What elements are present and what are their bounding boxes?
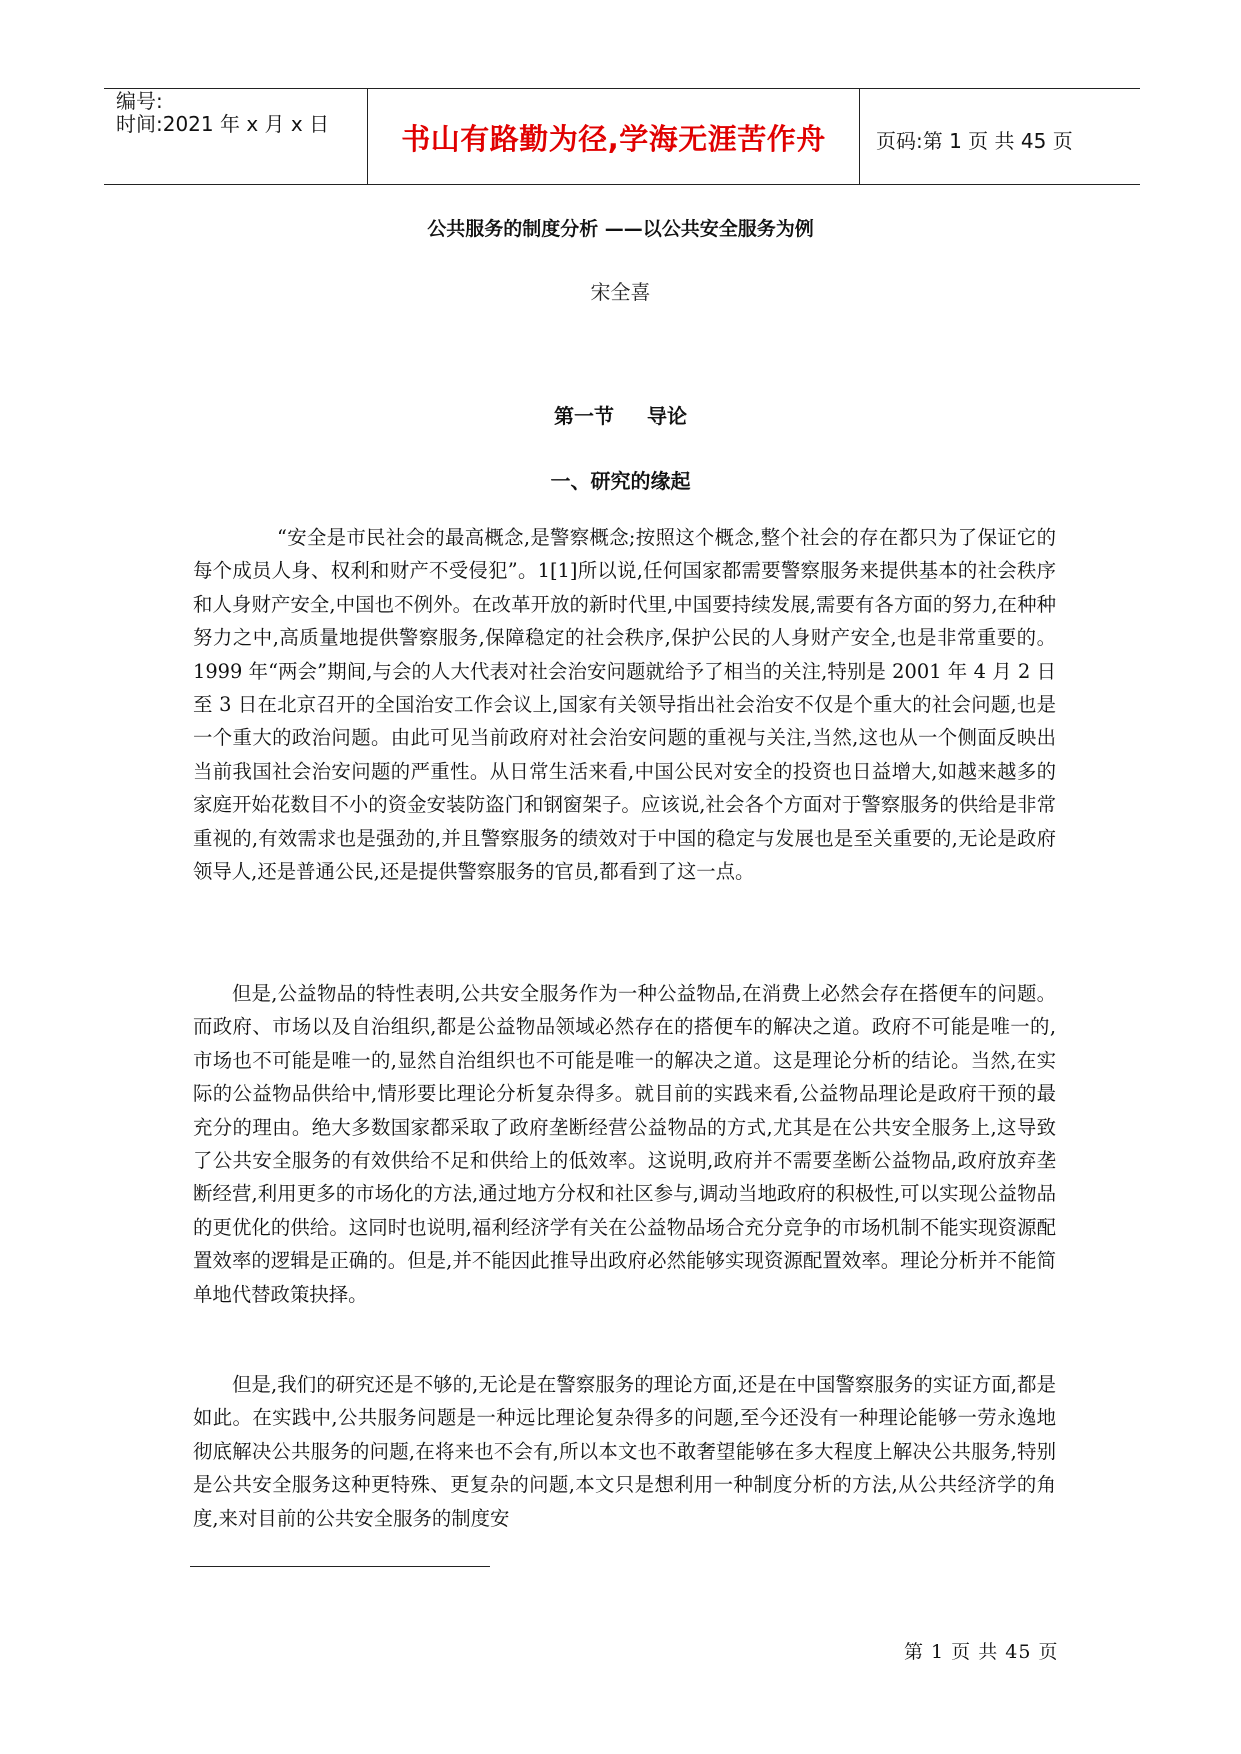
footnote-separator [190,1566,490,1567]
subsection-heading: 一、研究的缘起 [550,469,691,493]
header-info-cell [104,89,367,184]
body-paragraph-3: 但是,我们的研究还是不够的,无论是在警察服务的理论方面,还是在中国警察服务的实证方面,都是如此。在实践中,公共服务问题是一种远比理论复杂得多的问题,至今还没有一种理论能够一劳永逸地彻底解决公共服务的问题,在将来也不会有,所以本文也不敢奢望能够在多大程度上解决公共服务,特别是公共安全服务这种更特殊、更复杂的问题,本文只是想利用一种制度分析的方法,从公共经济学的角度,来对目前的公共安全服务的制度安 [193,1373,1056,1530]
document-time-label: 时间:2021 年 x 月 x 日 [116,112,330,136]
document-title: 公共服务的制度分析 ——以公共安全服务为例 [427,218,814,240]
body-paragraph-2: 但是,公益物品的特性表明,公共安全服务作为一种公益物品,在消费上必然会存在搭便车的问题。而政府、市场以及自治组织,都是公益物品领域必然存在的搭便车的解决之道。政府不可能是唯一的,市场也不可能是唯一的,显然自治组织也不可能是唯一的解决之道。这是理论分析的结论。当然,在实际的公益物品供给中,情形要比理论分析复杂得多。就目前的实践来看,公益物品理论是政府干预的最充分的理由。绝大多数国家都采取了政府垄断经营公益物品的方式,尤其是在公共安全服务上,这导致了公共安全服务的有效供给不足和供给上的低效率。这说明,政府并不需要垄断公益物品,政府放弃垄断经营,利用更多的市场化的方法,通过地方分权和社区参与,调动当地政府的积极性,可以实现公益物品的更优化的供给。这同时也说明,福利经济学有关在公益物品场合充分竞争的市场机制不能实现资源配置效率的逻辑是正确的。但是,并不能因此推导出政府必然能够实现资源配置效率。理论分析并不能简单地代替政策抉择。 [193,982,1056,1306]
document-author: 宋全喜 [590,280,651,304]
body-paragraph-1: “安全是市民社会的最高概念,是警察概念;按照这个概念,整个社会的存在都只为了保证它的每个成员人身、权利和财产不受侵犯”。1[1]所以说,任何国家都需要警察服务来提供基本的社会秩序和人身财产安全,中国也不例外。在改革开放的新时代里,中国要持续发展,需要有各方面的努力,在种种努力之中,高质量地提供警察服务,保障稳定的社会秩序,保护公民的人身财产安全,也是非常重要的。1999 年“两会”期间,与会的人大代表对社会治安问题就给予了相当的关注,特别是 2001 年 4 月 2 日至 3 日在北京召开的全国治安工作会议上,国家有关领导指出社会治安不仅是个重大的社会问题,也是一个重大的政治问题。由此可见当前政府对社会治安问题的重视与关注,当然,这也从一个侧面反映出当前我国社会治安问题的严重性。从日常生活来看,中国公民对安全的投资也日益增大,如越来越多的家庭开始花数目不小的资金安装防盗门和钢窗架子。应该说,社会各个方面对于警察服务的供给是非常重视的,有效需求也是强劲的,并且警察服务的绩效对于中国的稳定与发展也是至关重要的,无论是政府领导人,还是普通公民,还是提供警察服务的官员,都看到了这一点。 [193,526,1056,884]
page-footer: 第 1 页 共 45 页 [904,1641,1059,1663]
section-heading: 第一节 导论 [554,404,687,428]
header-page-number: 页码:第 1 页 共 45 页 [876,129,1073,153]
document-number-label: 编号: [116,89,163,113]
document-header [104,88,1140,185]
header-motto: 书山有路勤为径,学海无涯苦作舟 [401,122,826,156]
header-page-cell [860,89,1140,184]
header-motto-cell [367,89,860,184]
